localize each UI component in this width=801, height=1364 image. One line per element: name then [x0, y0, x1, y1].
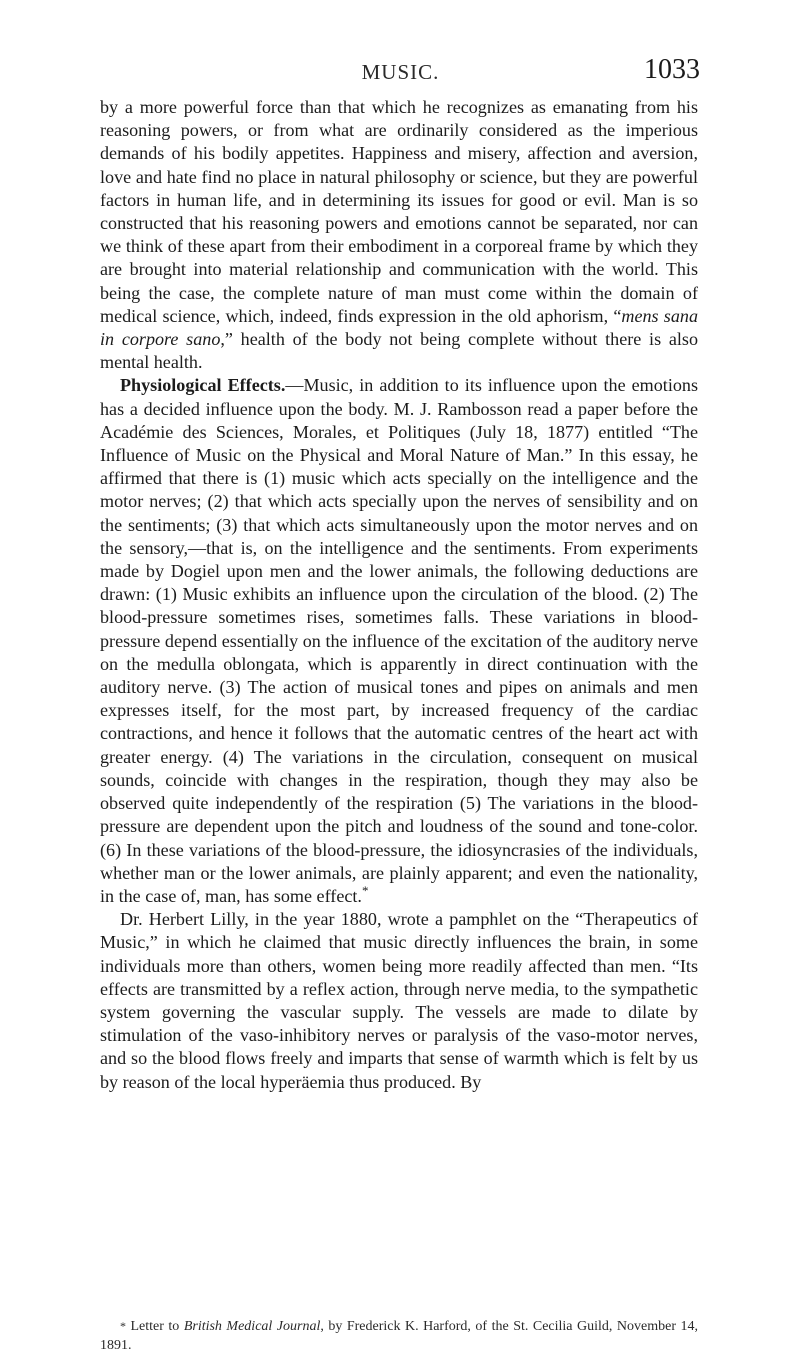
- footnote: [100, 1317, 698, 1355]
- page-number: 1033: [644, 54, 700, 85]
- running-head: [0, 54, 801, 84]
- paragraph-continuation: [100, 96, 698, 374]
- paragraph-text: ,” health of the body not being complete without there is also mental health.: [100, 329, 699, 373]
- latin-aphorism: mens sana in corpore sano: [100, 305, 698, 350]
- paragraph-text: by a more powerful force than that which he recognizes as emanating from his reasoning powers, or from what are ordinarily considered as the imperious demands of his bodily appetites. Happiness and misery, affection and aversion, love and hate find no place in natural philosophy or science, but they are powerful factors in human life, and in determining its issues for good or evil. Man is so constructed that his reasoning powers and emotions cannot be separated, nor can we think of these apart from their embodiment in a corporeal frame by which they are brought into material relationship and communication with the world. This being the case, the complete nature of man must come within the domain of medical science, which, indeed, finds expression in the old aphorism, “: [100, 97, 698, 326]
- footnote-text: , by Frederick K. Harford, of the St. Cecilia Guild, November 14, 1891.: [100, 1319, 698, 1353]
- footnote-text: Letter to: [126, 1319, 184, 1334]
- paragraph-physiological-effects: [100, 374, 698, 908]
- running-title: MUSIC.: [361, 60, 440, 84]
- footnote-journal-title: British Medical Journal: [183, 1319, 321, 1334]
- section-heading: Physiological Effects.: [120, 375, 286, 396]
- paragraph-lilly: [100, 908, 698, 1094]
- paragraph-text: —Music, in addition to its influence upon the emotions has a decided influence upon the body. M. J. Rambosson read a paper before the Académie des Sciences, Morales, et Politiques (July 18, 1877) entitled “The Influence of Music on the Physical and Moral Nature of Man.” In this essay, he affirmed that there is (1) music which acts specially on the intelligence and the motor nerves; (2) that which acts specially upon the nerves of sensibility and on the sentiments; (3) that which acts simultaneously upon the motor nerves and on the sensory,—that is, on the intelligence and the sentiments. From experiments made by Dogiel upon men and the lower animals, the following deductions are drawn: (1) Music exhibits an influence upon the circulation of the blood. (2) The blood-pressure sometimes rises, sometimes falls. These variations in blood-pressure depend essentially on the influence of the excitation of the auditory nerve on the medulla oblongata, which is apparently in direct continuation with the auditory nerve. (3) The action of musical tones and pipes on animals and men expresses itself, for the most part, by increased frequency of the cardiac contractions, and hence it follows that the automatic centres of the heart act with greater energy. (4) The variations in the circulation, consequent on musical sounds, coincide with changes in the respiration, though they may also be observed quite independently of the respiration (5) The variations in the blood-pressure are dependent upon the pitch and loudness of the sound and tone-color. (6) In these variations of the blood-pressure, the idiosyncrasies of the individuals, whether man or the lower animals, are plainly apparent; and even the nationality, in the case of, man, has some effect.: [100, 375, 698, 906]
- paragraph-text: Dr. Herbert Lilly, in the year 1880, wrote a pamphlet on the “Therapeutics of Music,” in which he claimed that music directly influences the brain, in some individuals more than others, women being more readily affected than men. “Its effects are transmitted by a reflex action, through nerve media, to the sympathetic system governing the vascular supply. The vessels are made to dilate by stimulation of the vaso-inhibitory nerves or paralysis of the vaso-motor nerves, and so the blood flows freely and imparts that sense of warmth which is felt by us by reason of the local hyperäemia thus produced. By: [100, 909, 698, 1092]
- body-text: [100, 96, 698, 1094]
- footnote-marker: *: [120, 1319, 126, 1333]
- footnote-reference: *: [361, 882, 369, 898]
